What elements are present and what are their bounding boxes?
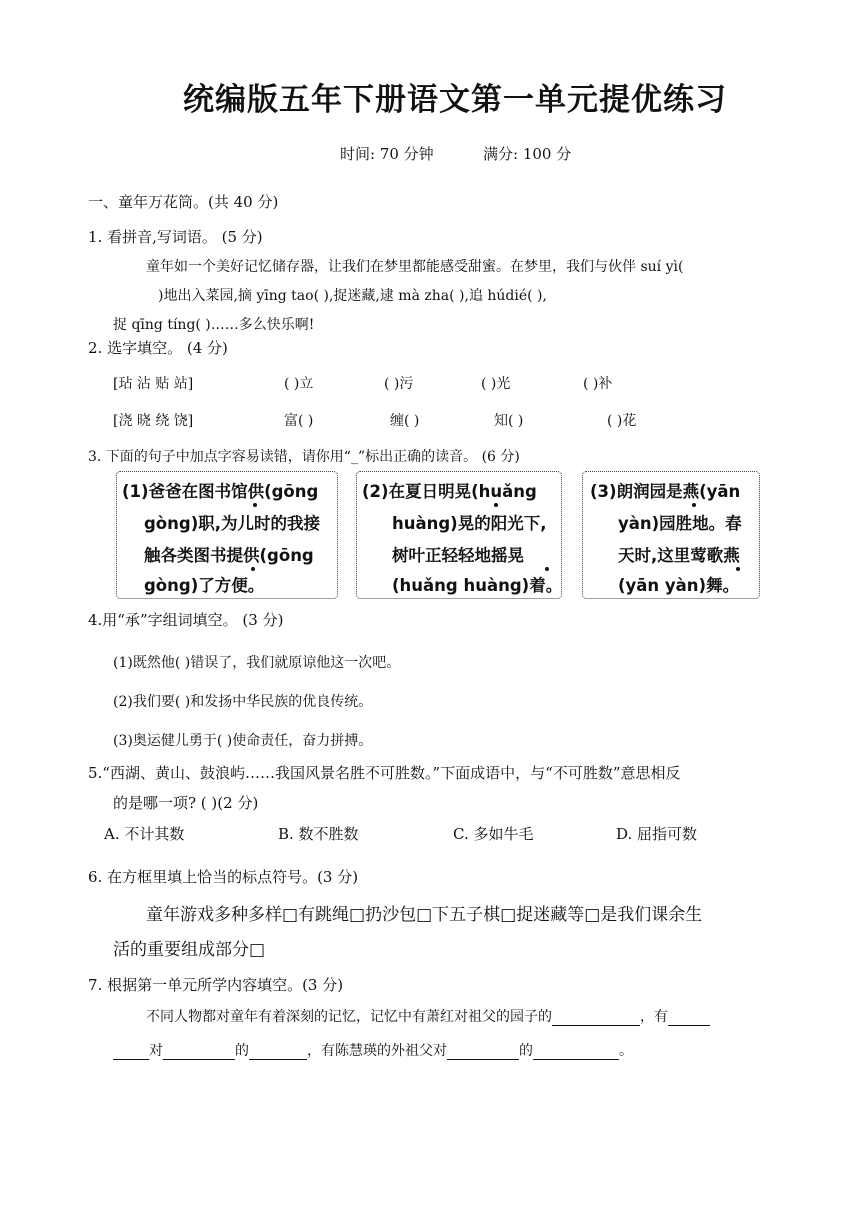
- q4-item: (3)奥运健儿勇于( )使命责任，奋力拼搏。: [113, 733, 373, 749]
- section-heading: 一、童年万花筒。(共 40 分): [88, 193, 279, 211]
- q4-item: (1)既然他( )错误了，我们就原谅他这一次吧。: [113, 655, 401, 671]
- q4-item: (2)我们要( )和发扬中华民族的优良传统。: [113, 694, 373, 710]
- box1-line: gòng)了方便。: [144, 576, 265, 595]
- page-title: 统编版五年下册语文第一单元提优练习: [183, 82, 727, 118]
- option-c: C. 多如牛毛: [453, 825, 534, 843]
- pronunciation-box-1: [116, 471, 338, 599]
- q1-heading: 1. 看拼音,写词语。 (5 分): [88, 228, 263, 246]
- box2-line: (2)在夏日明晃(huǎng: [362, 482, 537, 501]
- answer-blank[interactable]: [668, 1011, 710, 1026]
- box3-line: (3)朗润园是燕(yān: [590, 482, 741, 501]
- q1-line-2: )地出入菜园,摘 yīng tao( ),捉迷藏,逮 mà zha( ),追 húdié( ),: [158, 288, 547, 304]
- option-b: B. 数不胜数: [278, 825, 359, 843]
- q2-item: ( )光: [481, 376, 511, 392]
- q5-line-1: 5.“西湖、黄山、鼓浪屿……我国风景名胜不可胜数。”下面成语中，与“不可胜数”意思相反: [88, 764, 681, 782]
- q7-heading: 7. 根据第一单元所学内容填空。(3 分): [88, 976, 344, 994]
- q6-heading: 6. 在方框里填上恰当的标点符号。(3 分): [88, 868, 359, 886]
- q1-line-3: 捉 qīng tíng( )……多么快乐啊!: [113, 317, 315, 333]
- q5-line-2: 的是哪一项? ( )(2 分): [113, 794, 259, 812]
- q7-text: 对: [149, 1043, 163, 1059]
- emphasis-dot: [736, 567, 740, 571]
- q2-heading: 2. 选字填空。 (4 分): [88, 339, 228, 357]
- box3-line: yàn)园胜地。春: [618, 514, 742, 533]
- full-score: 满分: 100 分: [483, 145, 572, 163]
- q7-line-1: [146, 1006, 710, 1026]
- pronunciation-box-3: [582, 471, 760, 599]
- q2-item: ( )花: [607, 413, 637, 429]
- answer-blank[interactable]: [447, 1045, 519, 1060]
- q7-text: ，有: [640, 1009, 668, 1025]
- q7-text: 不同人物都对童年有着深刻的记忆，记忆中有萧红对祖父的园子的: [146, 1009, 552, 1025]
- box2-line: huàng)晃的阳光下,: [392, 514, 547, 533]
- option-d: D. 屈指可数: [616, 825, 698, 843]
- q7-text: 的: [235, 1043, 249, 1059]
- emphasis-dot: [251, 567, 255, 571]
- q2-item: 富( ): [284, 413, 314, 429]
- answer-blank[interactable]: [552, 1011, 640, 1026]
- emphasis-dot: [545, 567, 549, 571]
- box3-line: (yān yàn)舞。: [618, 576, 740, 595]
- q6-line-2: 活的重要组成部分□: [113, 940, 266, 960]
- q4-heading: 4.用“承”字组词填空。 (3 分): [88, 611, 284, 629]
- emphasis-dot: [253, 503, 257, 507]
- emphasis-dot: [692, 503, 696, 507]
- q2-group-2: [浇 晓 绕 饶]: [113, 413, 194, 429]
- q7-text: 的: [519, 1043, 533, 1059]
- q2-item: 缠( ): [390, 413, 420, 429]
- q2-item: ( )立: [284, 376, 314, 392]
- option-a: A. 不计其数: [104, 825, 185, 843]
- q7-text: 。: [619, 1043, 633, 1059]
- q1-line-1: 童年如一个美好记忆储存器，让我们在梦里都能感受甜蜜。在梦里，我们与伙伴 suí yì(: [146, 259, 684, 275]
- box2-line: 树叶正轻轻地摇晃: [392, 546, 524, 565]
- q2-item: ( )补: [583, 376, 613, 392]
- q7-text: ，有陈慧瑛的外祖父对: [307, 1043, 447, 1059]
- q2-group-1: [玷 沾 贴 站]: [113, 376, 194, 392]
- pronunciation-box-2: [356, 471, 562, 599]
- answer-blank[interactable]: [533, 1045, 619, 1060]
- box1-line: 触各类图书提供(gōng: [144, 546, 314, 565]
- emphasis-dot: [494, 503, 498, 507]
- time-limit: 时间: 70 分钟: [340, 145, 434, 163]
- answer-blank[interactable]: [113, 1045, 149, 1060]
- answer-blank[interactable]: [163, 1045, 235, 1060]
- box1-line: (1)爸爸在图书馆供(gōng: [122, 482, 319, 501]
- box3-line: 天时,这里莺歌燕: [618, 546, 740, 565]
- q3-heading: 3. 下面的句子中加点字容易读错，请你用“_”标出正确的读音。 (6 分): [88, 449, 520, 465]
- box2-line: (huǎng huàng)着。: [392, 576, 563, 595]
- q7-line-2: [113, 1040, 633, 1060]
- q6-line-1: 童年游戏多种多样□有跳绳□扔沙包□下五子棋□捉迷藏等□是我们课余生: [146, 905, 703, 925]
- q2-item: 知( ): [494, 413, 524, 429]
- q2-item: ( )污: [384, 376, 414, 392]
- answer-blank[interactable]: [249, 1045, 307, 1060]
- box1-line: gòng)职,为儿时的我接: [144, 514, 321, 533]
